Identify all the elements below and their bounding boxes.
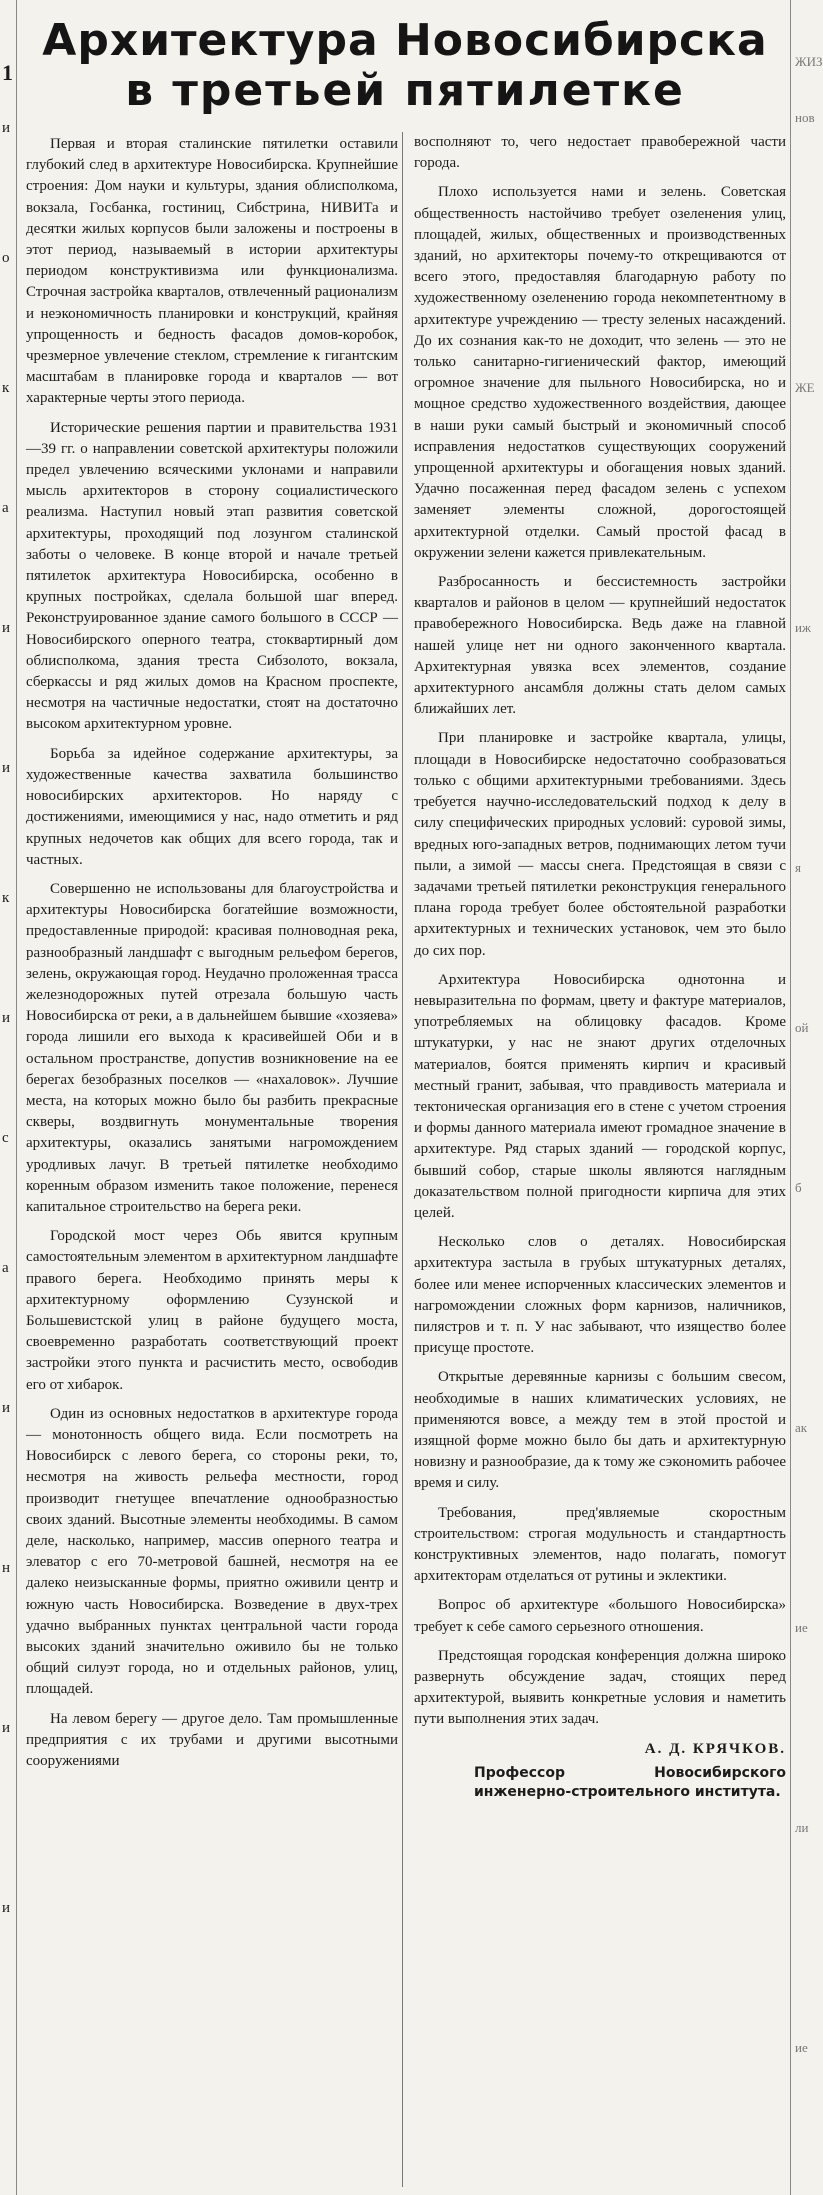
margin-fragment: ой xyxy=(795,1020,809,1035)
margin-fragment: а xyxy=(2,500,9,516)
headline-line-2: в третьей пятилетке xyxy=(125,65,685,117)
margin-fragment: и xyxy=(2,1900,11,1916)
paragraph: Требования, пред'являемые скоростным строительством: строгая модульность и стандартность конструктивных элементов, надо полагать, помогут архитекторам отделаться от рутины и эклектики. xyxy=(414,1504,786,1585)
paragraph: Архитектура Новосибирска однотонна и невыразительна по формам, цвету и фактуре материалов, употребляемых на облицовку фасадов. Кроме штукатурки, у нас не знают других отделочных материалов, боятся применять кирпич и красивый местный гранит, забывая, что правдивость материала и тектоническая организация его в стене с учетом строения и формы данного материала имеют громадное значение в архитектуре. Ряд старых зданий — городской корпус, бывший собор, старые школы являются наглядным доказательством полной пригодности кирпича для этих целей. xyxy=(414,971,786,1221)
paragraph: Вопрос об архитектуре «большого Новосибирска» требует к себе самого серьезного отношения. xyxy=(414,1597,786,1635)
margin-fragment: и xyxy=(2,760,11,776)
paragraph: Предстоящая городская конференция должна широко развернуть обсуждение задач, стоящих перед архитектурой, выявить конкретные условия и наметить пути выполнения этих задач. xyxy=(414,1647,786,1728)
margin-fragment: н xyxy=(2,1560,11,1576)
headline-line-1: Архитектура Новосибирска xyxy=(42,15,768,66)
margin-fragment: ак xyxy=(795,1420,808,1435)
paragraph: Плохо используется нами и зелень. Советская общественность настойчиво требует озеленения улиц, площадей, жилых, общественных и производственных зданий, но архитекторы почему-то открещиваются от всего этого, предоставляя благодарную работу по художественному озеленению города некомпетентному в архитектуре учреждению — тресту зеленых насаждений. До их сознания как-то не доходит, что зелень — это не только санитарно-гигиенический фактор, имеющий огромное значение для пыльного Новосибирска, но и мощное средство художественного воздействия, дающее в наши руки самый быстрый и экономичный способ исправления недостатков существующих сооружений упрощенной архитектуры и обогащения новых зданий. Удачно посаженная перед фасадом зелень с успехом заменяет элементы сложной, дорогостоящей архитектурной отделки. Самый простой фасад в окружении зелени кажется привлекательным. xyxy=(414,184,786,561)
paragraph: Городской мост через Обь явится крупным самостоятельным элементом в архитектурном ландшафте правого берега. Необходимо принять меры к архитектурному оформлению Сузунской и Большевистской улиц в районе будущего моста, своевременно разработать соответствующий проект застройки этого пункта и расчистить место, освободив его от хибарок. xyxy=(26,1228,398,1393)
margin-fragment: к xyxy=(2,380,10,396)
paragraph: Несколько слов о деталях. Новосибирская архитектура застыла в грубых штукатурных деталях, более или менее испорченных классических элементов и нагромождении сложных форм карнизов, наличников, пилястров и т. п. У нас забывают, что изящество более присуще простоте. xyxy=(414,1234,786,1357)
paragraph: Первая и вторая сталинские пятилетки оставили глубокий след в архитектуре Новосибирска. Крупнейшие строения: Дом науки и культуры, здания облисполкома, вокзала, Госбанка, гостиниц, Сибстрина, НИВИТа и десятки жилых корпусов были заложены и построены в этот период, называемый в истории архитектуры периодом конструктивизма или функционализма. Строчная застройка кварталов, отвлеченный рационализм и неэкономичность планировки и конструкций, крайняя упрощенность и бедность фасадов домов-коробок, чрезмерное увлечение стеклом, стремление к гигантским масштабам в планировке города и кварталов — вот характерные черты этого периода. xyxy=(26,136,398,407)
paragraph: Разбросанность и бессистемность застройки кварталов и районов в целом — крупнейший недостаток правобережного Новосибирска. Ведь даже на главной нашей улице нет ни одного законченного квартала. Архитектурная увязка всех элементов, создание архитектурного ансамбля должны стать делом самых ближайших лет. xyxy=(414,574,786,718)
margin-fragment: иж xyxy=(795,620,811,635)
margin-fragment: с xyxy=(2,1130,9,1146)
margin-fragment: ие xyxy=(795,1620,808,1635)
margin-fragment: и xyxy=(2,620,11,636)
paragraph: Совершенно не использованы для благоустройства и архитектуры Новосибирска богатейшие возможности, предоставленные природой: красивая полноводная река, разнообразный ландшафт с выгодным рельефом берегов, зелень, окружающая город. Неудачно проложенная трасса железнодорожных путей отрезала большую часть Новосибирска от реки, а в дальнейшем бывшие «хозяева» города лишили его выхода к красивейшей Оби и в остальном пространстве, допустив возникновение на ее берегах безобразных поселков — «нахаловок». Лучшие места, на которых можно было бы разбить прекрасные скверы, воздвигнуть монументальные творения архитектуры, оказались занятыми нагромождением уродливых лачуг. В третьей пятилетке необходимо коренным образом изменить такое положение, перенеся капитальное строительство на берега реки. xyxy=(26,880,398,1215)
margin-fragment: и xyxy=(2,120,11,136)
margin-fragment: к xyxy=(2,890,10,906)
margin-fragment: а xyxy=(2,1260,9,1276)
article-left-column xyxy=(26,134,398,1780)
margin-fragment: нов xyxy=(795,110,815,125)
right-page-margin xyxy=(790,0,823,2195)
paragraph: На левом берегу — другое дело. Там промышленные предприятия с их трубами и другими высотными сооружениями xyxy=(26,1710,398,1770)
margin-fragment: б xyxy=(795,1180,802,1195)
margin-fragment: и xyxy=(2,1010,11,1026)
paragraph: Один из основных недостатков в архитектуре города — монотонность общего вида. Если посмотреть на Новосибирск с левого берега, со стороны реки, то, несмотря на живость рельефа местности, город производит гнетущее впечатление однообразностью своих зданий. Высотные элементы необходимы. В самом деле, насколько, например, массив оперного театра и элеватор с его 70-метровой башней, несмотря на ее далеко неизысканные формы, приятно оживили центр и южную часть Новосибирска. Возведение в двух-трех удачно выбранных пунктах центральной части города высоких зданий значительно оживило бы не только общий силуэт города, но и отдельных районов, улиц, площадей. xyxy=(26,1405,398,1698)
margin-fragment: ли xyxy=(795,1820,809,1835)
margin-fragment: 1 xyxy=(2,60,13,85)
article-right-column xyxy=(414,132,786,1802)
margin-fragment: и xyxy=(2,1720,11,1736)
margin-fragment: ЖИЗ xyxy=(795,54,823,69)
article-headline xyxy=(22,15,788,117)
margin-fragment: ЖЕ xyxy=(795,380,815,395)
author-affiliation: Профессор Новосибирского инженерно-строительного института. xyxy=(474,1764,786,1800)
author-signature: А. Д. КРЯЧКОВ. xyxy=(644,1740,786,1757)
paragraph: восполняют то, чего недостает правобережной части города. xyxy=(414,134,786,172)
margin-fragment: ие xyxy=(795,2040,808,2055)
column-divider xyxy=(402,132,403,2187)
paragraph: Открытые деревянные карнизы с большим свесом, необходимые в наших климатических условиях, не применяются вовсе, а между тем в этой простой и изящной форме можно было бы дать и архитектурную новизну и разнообразие, да к тому же сэкономить рабочее время и силу. xyxy=(414,1369,786,1492)
left-page-margin xyxy=(0,0,17,2195)
margin-fragment: я xyxy=(795,860,801,875)
margin-fragment: о xyxy=(2,250,10,266)
paragraph: Исторические решения партии и правительства 1931—39 гг. о направлении советской архитектуры положили предел увлечению всяческими уклонами и направили мысль архитекторов в сторону социалистического реализма. Наступил новый этап развития советской архитектуры, проходящий под лозунгом сталинской заботы о человеке. В конце второй и начале третьей пятилеток архитектура Новосибирска, особенно в крупных постройках, сделала большой шаг вперед. Реконструированное здание самого большого в СССР — Новосибирского оперного театра, стоквартирный дом облисполкома, здания треста Сибзолото, вокзала, сберкассы и ряд жилых домов на Красном проспекте, несмотря на частичные недостатки, стоят на достаточно высоком архитектурном уровне. xyxy=(26,419,398,733)
margin-fragment: и xyxy=(2,1400,11,1416)
paragraph: Борьба за идейное содержание архитектуры, за художественные качества захватила большинство новосибирских архитекторов. Но наряду с достижениями, имеющимися у нас, надо отметить и ряд крупных недочетов как общих для всего города, так и частных. xyxy=(26,745,398,868)
paragraph: При планировке и застройке квартала, улицы, площади в Новосибирске недостаточно сообразоваться только с общими архитектурными требованиями. Здесь требуется научно-исследовательский подход к делу в силу специфических природных условий: суровой зимы, вредных юго-западных ветров, поднимающих летом тучи пыли, а зимой — массы снега. Предстоящая в связи с задачами третьей пятилетки реконструкция генерального плана города требует более обстоятельной разработки архитектурных и технических установок, чем это было до сих пор. xyxy=(414,730,786,959)
